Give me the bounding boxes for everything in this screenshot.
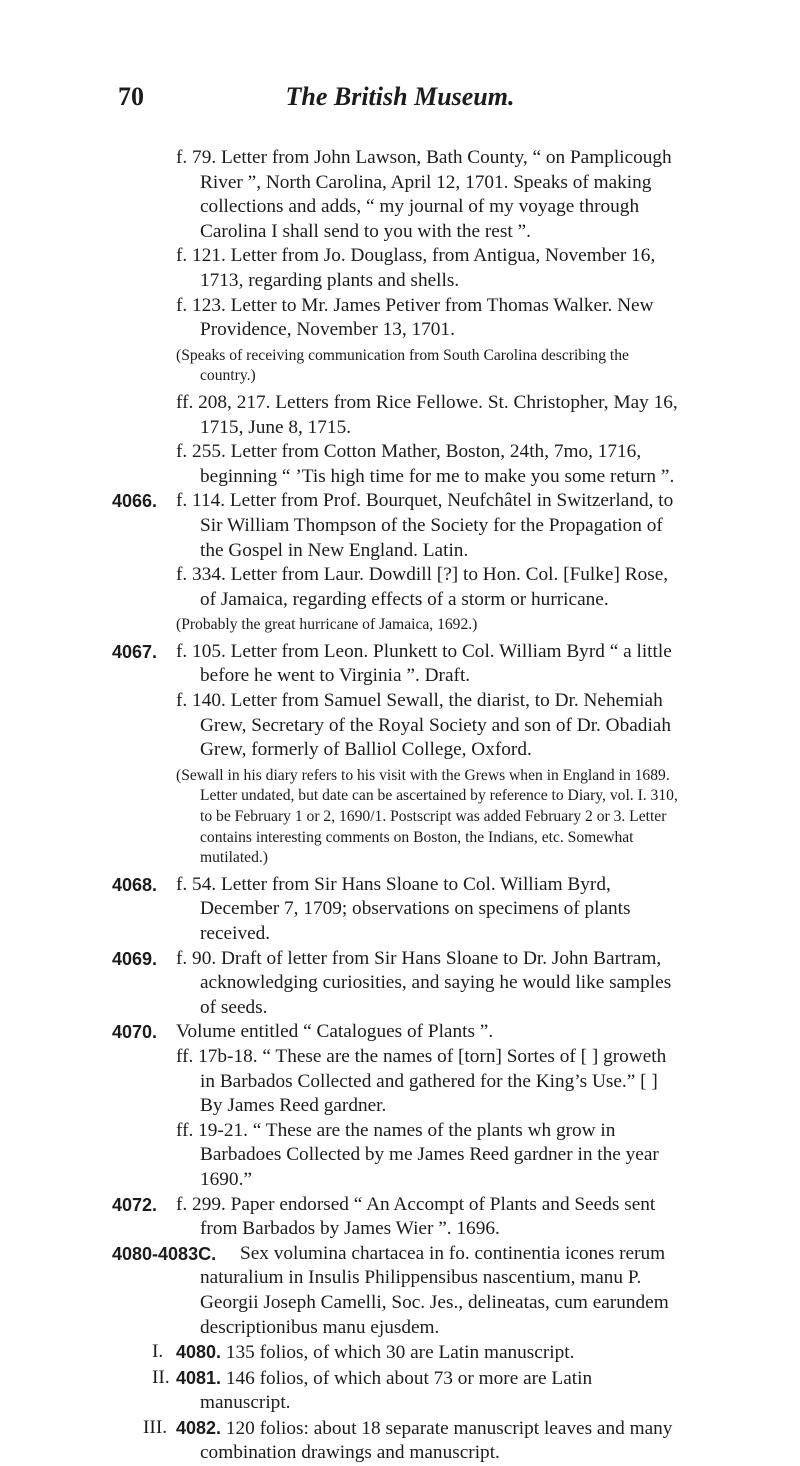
roman-numeral: III. (143, 1416, 168, 1438)
running-title: The British Museum. (285, 82, 515, 111)
catalogue-number: 4066. (112, 491, 158, 512)
entry-text: f. 121. Letter from Jo. Douglass, from Antigua, November 16, 1713, regarding plants and shells. (176, 245, 656, 291)
page-body (0, 146, 800, 1466)
catalogue-number: 4082. (176, 1417, 222, 1438)
entry-text: Sex volumina chartacea in fo. continentia icones rerum naturalium in Insulis Philippensibus nascentium, manu P. Georgii Joseph Camelli, Soc. Jes., delineatas, cum earundem descriptionibus manu ejusdem. (200, 1242, 669, 1338)
entry-f123 (0, 294, 800, 343)
roman-numeral: I. (152, 1341, 164, 1363)
page-number: 70 (118, 82, 144, 111)
catalogue-number: 4070. (112, 1022, 158, 1043)
volume-description: 135 folios, of which 30 are Latin manuscript. (225, 1342, 575, 1364)
catalogue-number: 4081. (176, 1367, 222, 1388)
entry-text: f. 105. Letter from Leon. Plunkett to Col. William Byrd “ a little before he went to Virginia ”. Draft. (176, 640, 672, 687)
entry-4067 (0, 640, 800, 689)
entry-text: f. 114. Letter from Prof. Bourquet, Neufchâtel in Switzerland, to Sir William Thompson of the Society for the Propagation of the Gospel in New England. Latin. (176, 490, 674, 561)
entry-text: Volume entitled “ Catalogues of Plants ”. (176, 1021, 494, 1043)
entry-f140 (0, 689, 800, 763)
entry-ff19-21 (0, 1119, 800, 1193)
volume-text (176, 1340, 678, 1366)
entry-f334 (0, 563, 800, 612)
entry-4066 (0, 489, 800, 563)
entry-text: f. 54. Letter from Sir Hans Sloane to Col. William Byrd, December 7, 1709; observations on specimens of plants received. (176, 873, 631, 944)
catalogue-number: 4072. (112, 1194, 158, 1215)
volume-item-iii (0, 1416, 800, 1466)
entry-text: f. 140. Letter from Samuel Sewall, the diarist, to Dr. Nehemiah Grew, Secretary of the Royal Society and son of Dr. Obadiah Grew, formerly of Balliol College, Oxford. (176, 690, 672, 761)
entry-ff208-217 (0, 391, 800, 440)
roman-numeral: II. (152, 1366, 170, 1388)
entry-text: f. 255. Letter from Cotton Mather, Boston, 24th, 7mo, 1716, beginning “ ’Tis high time for me to make you some return ”. (176, 441, 675, 487)
volume-text (176, 1416, 678, 1466)
note-text: (Sewall in his diary refers to his visit with the Grews when in England in 1689. Letter undated, but date can be ascertained by reference to Diary, vol. I. 310, to be February 1 or 2, 1690/1. Postscript was added February 2 or 3. Letter contains interesting comments on Boston, the Indians, etc. Somewhat mutilated.) (176, 766, 678, 867)
entry-4069 (0, 947, 800, 1021)
page-header (0, 82, 800, 116)
entry-4068 (0, 873, 800, 947)
catalogue-number: 4067. (112, 641, 158, 662)
note-text: (Probably the great hurricane of Jamaica, 1692.) (176, 616, 478, 634)
entry-f79 (0, 146, 800, 244)
entry-text: ff. 19-21. “ These are the names of the plants wh grow in Barbadoes Collected by me James Reed gardner in the year 1690.” (176, 1119, 659, 1190)
entry-f255 (0, 440, 800, 489)
entry-f121 (0, 244, 800, 293)
volume-description: 146 folios, of which about 73 or more are Latin manuscript. (200, 1367, 593, 1414)
note-hurricane (0, 615, 800, 636)
entry-text: f. 334. Letter from Laur. Dowdill [?] to Hon. Col. [Fulke] Rose, of Jamaica, regarding effects of a storm or hurricane. (176, 564, 669, 610)
note-text: (Speaks of receiving communication from South Carolina describing the country.) (176, 346, 629, 385)
entry-ff17b-18 (0, 1045, 800, 1119)
entry-text: ff. 17b-18. “ These are the names of [torn] Sortes of [ ] groweth in Barbados Collected and gathered for the King’s Use.” [ ] By James Reed gardner. (176, 1045, 667, 1117)
entry-4070 (0, 1020, 800, 1045)
catalogue-number: 4069. (112, 948, 158, 969)
entry-text: f. 299. Paper endorsed “ An Accompt of Plants and Seeds sent from Barbados by James Wier ”. 1696. (176, 1193, 656, 1240)
catalogue-number: 4080. (176, 1342, 222, 1363)
catalogue-number: 4080-4083C. (112, 1243, 217, 1264)
catalogue-number: 4068. (112, 874, 158, 895)
entry-text: f. 90. Draft of letter from Sir Hans Sloane to Dr. John Bartram, acknowledging curiosities, and saying he would like samples of seeds. (176, 947, 672, 1018)
entry-text: f. 79. Letter from John Lawson, Bath County, “ on Pamplicough River ”, North Carolina, April 12, 1701. Speaks of making collections and adds, “ my journal of my voyage through Carolina I shall send to you with the rest ”. (176, 147, 672, 242)
entry-4072 (0, 1193, 800, 1242)
volume-text (176, 1366, 678, 1416)
volume-description: 120 folios: about 18 separate manuscript leaves and many combination drawings and manuscript. (200, 1417, 673, 1464)
volume-item-i (0, 1340, 800, 1366)
note-sewall (0, 766, 800, 869)
entry-text: ff. 208, 217. Letters from Rice Fellowe. St. Christopher, May 16, 1715, June 8, 1715. (176, 391, 678, 438)
note-south-carolina (0, 346, 800, 387)
volume-item-ii (0, 1366, 800, 1416)
entry-4080-4083c (0, 1242, 800, 1340)
entry-text: f. 123. Letter to Mr. James Petiver from Thomas Walker. New Providence, November 13, 1701. (176, 294, 654, 341)
